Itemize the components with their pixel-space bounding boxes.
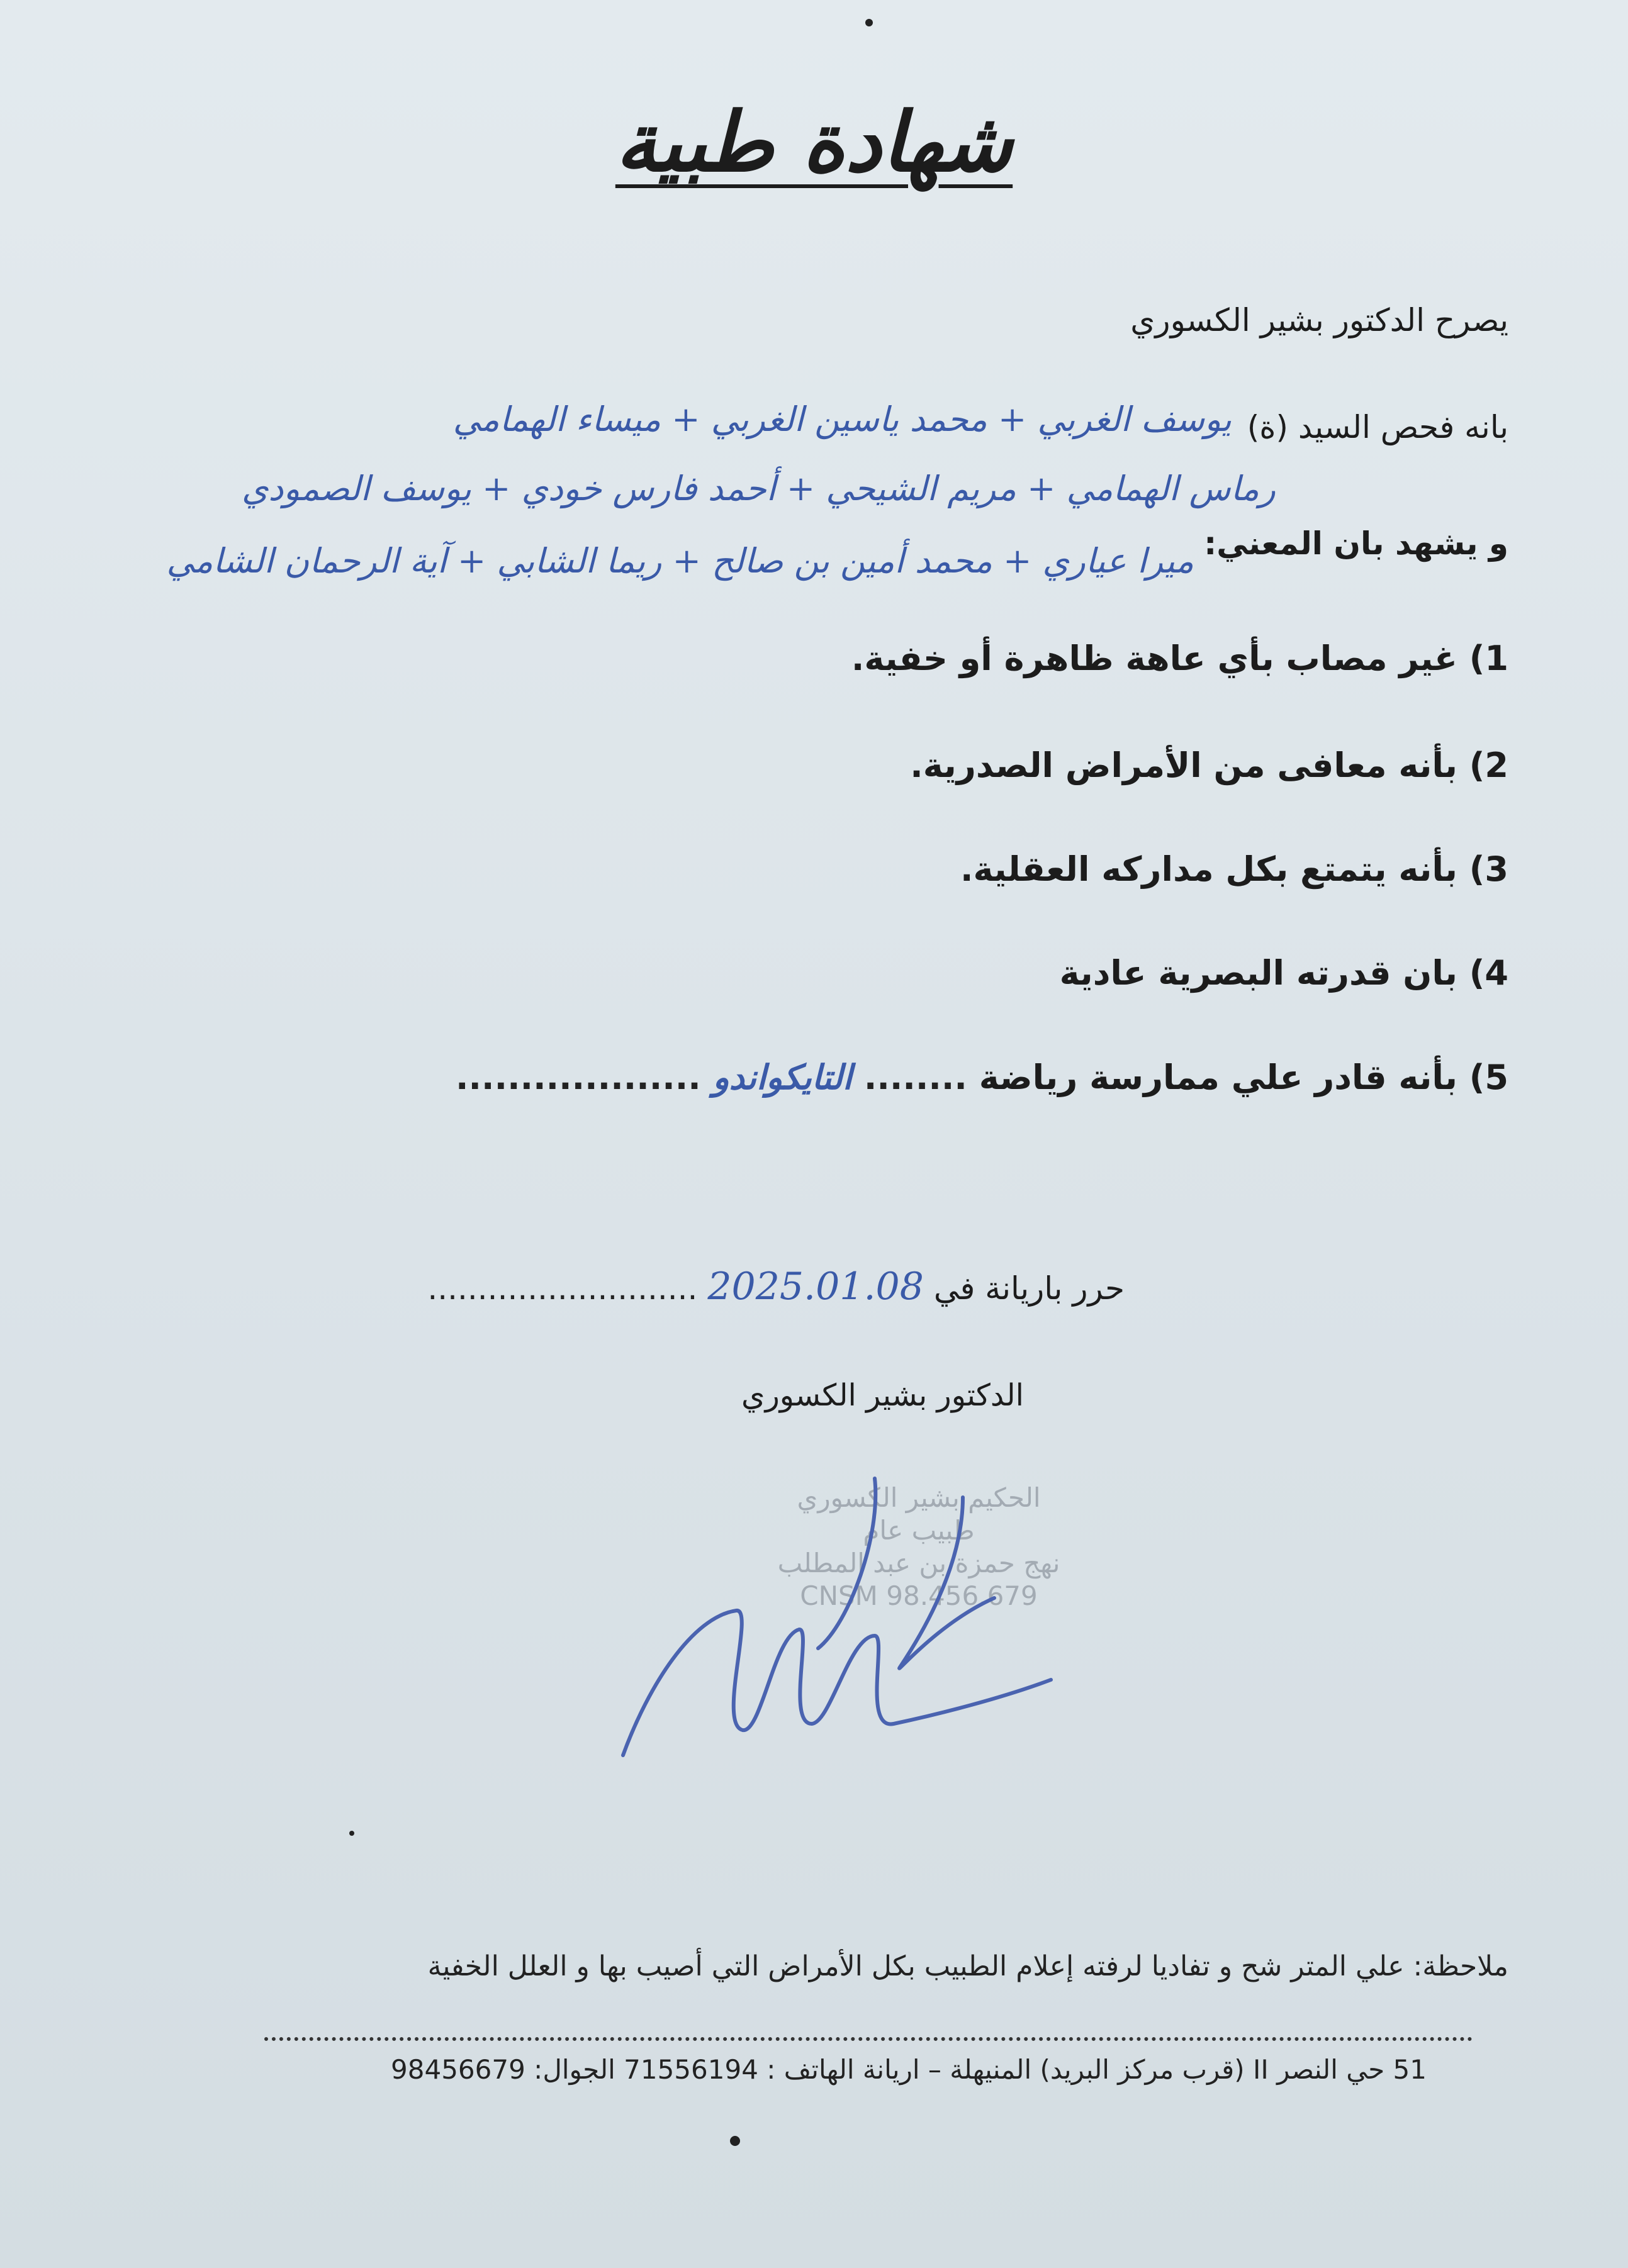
handwritten-names-line-2: رماس الهمامي + مريم الشيحي + أحمد فارس خودي + يوسف الصمودي	[242, 469, 1276, 508]
condition-item-2: 2) بأنه معافى من الأمراض الصدرية.	[910, 746, 1508, 785]
sport-dots-before: ........	[863, 1058, 967, 1097]
examined-label: بانه فحص السيد (ة)	[1247, 409, 1508, 445]
paper-speck	[349, 1831, 354, 1836]
signature-icon	[610, 1460, 1089, 1812]
stamp-line-2: طبيب عام	[863, 1515, 975, 1546]
condition-item-1: 1) غير مصاب بأي عاهة ظاهرة أو خفية.	[851, 639, 1508, 678]
condition-item-5: 5) بأنه قادر علي ممارسة رياضة	[979, 1058, 1508, 1097]
condition-item-4: 4) بان قدرته البصرية عادية	[1059, 953, 1508, 993]
doctor-declaration: يصرح الدكتور بشير الكسوري	[1130, 302, 1508, 338]
stamp-line-4: CNSM 98.456.679	[800, 1580, 1038, 1611]
paper-speck	[865, 19, 873, 26]
handwritten-names-line-1: يوسف الغربي + محمد ياسين الغربي + ميساء الهمامي	[452, 399, 1232, 439]
condition-item-3: 3) بأنه يتمتع بكل مداركه العقلية.	[960, 849, 1508, 889]
issued-row	[427, 1265, 1125, 1309]
clinic-address: 51 حي النصر II (قرب مركز البريد) المنيهلة – اريانة الهاتف : 71556194 الجوال: 98456679	[391, 2054, 1427, 2085]
certifies-label: و يشهد بان المعني:	[1204, 525, 1508, 562]
certificate-title: شهادة طبية	[615, 94, 1013, 190]
handwritten-date: 2025.01.08	[707, 1265, 924, 1309]
paper-speck	[730, 2136, 740, 2146]
date-dots: ...........................	[427, 1270, 698, 1307]
stamp-line-1: الحكيم بشير الكسوري	[797, 1482, 1041, 1513]
handwritten-names-line-3: ميرا عياري + محمد أمين بن صالح + ريما الشابي + آية الرحمان الشامي	[166, 541, 1194, 581]
signatory-name: الدكتور بشير الكسوري	[741, 1378, 1024, 1413]
sport-dots-after: ...................	[456, 1058, 701, 1097]
stamp-line-3: نهج حمزة بن عبد المطلب	[777, 1548, 1060, 1578]
divider	[264, 2037, 1473, 2041]
condition-item-5-row	[456, 1057, 1508, 1097]
issued-label: حرر باريانة في	[933, 1270, 1125, 1307]
handwritten-sport: التايكواندو	[712, 1057, 853, 1097]
note-text: ملاحظة: علي المتر شح و تفاديا لرفته إعلام الطبيب بكل الأمراض التي أصيب بها و العلل الخفية	[427, 1950, 1508, 1982]
